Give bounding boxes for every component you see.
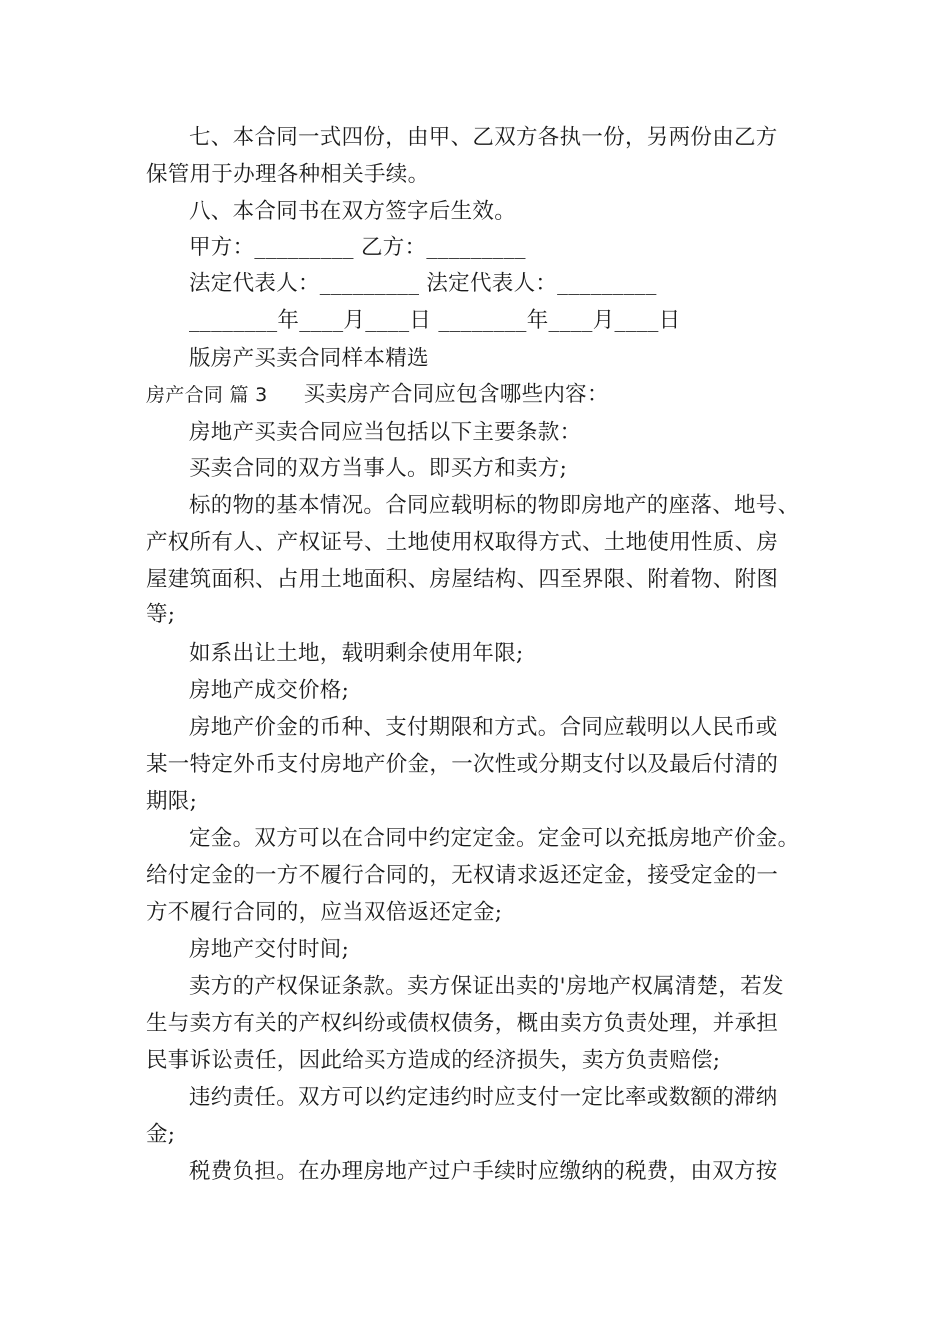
paragraph-line: 如系出让土地，载明剩余使用年限; <box>189 641 524 666</box>
paragraph-line: 定金。双方可以在合同中约定定金。定金可以充抵房地产价金。 <box>189 826 800 851</box>
paragraph-line: 等; <box>146 602 176 627</box>
paragraph-line: 保管用于办理各种相关手续。 <box>146 162 430 187</box>
paragraph-line: 税费负担。在办理房地产过户手续时应缴纳的税费，由双方按 <box>189 1159 778 1184</box>
paragraph-line: 生与卖方有关的产权纠纷或债权债务，概由卖方负责处理，并承担 <box>146 1011 779 1036</box>
paragraph-line: 房地产交付时间; <box>189 937 350 962</box>
paragraph-line: 卖方的产权保证条款。卖方保证出卖的'房地产权属清楚，若发 <box>189 974 784 999</box>
paragraph-line: 金; <box>146 1122 176 1147</box>
paragraph-line: 标的物的基本情况。合同应载明标的物即房地产的座落、地号、 <box>189 493 800 518</box>
section-heading: 房产合同 篇 3 <box>146 384 268 406</box>
signature-line-parties: 甲方：_________ 乙方：_________ <box>189 235 526 260</box>
section-title: 版房产买卖合同样本精选 <box>189 346 429 371</box>
paragraph-line: 房地产成交价格; <box>189 678 350 703</box>
paragraph-line: 房地产价金的币种、支付期限和方式。合同应载明以人民币或 <box>189 715 778 740</box>
section-heading-row <box>146 381 826 409</box>
paragraph-line: 买卖合同的双方当事人。即买方和卖方; <box>189 456 568 481</box>
section-intro: 买卖房产合同应包含哪些内容： <box>303 382 609 407</box>
paragraph-line: 给付定金的一方不履行合同的，无权请求返还定金，接受定金的一 <box>146 863 779 888</box>
paragraph-line: 违约责任。双方可以约定违约时应支付一定比率或数额的滞纳 <box>189 1085 778 1110</box>
paragraph-line: 民事诉讼责任，因此给买方造成的经济损失，卖方负责赔偿; <box>146 1048 721 1073</box>
signature-line-representatives: 法定代表人：_________ 法定代表人：_________ <box>189 271 657 296</box>
signature-line-dates: ________年____月____日 ________年____月____日 <box>189 308 681 333</box>
paragraph-line: 房地产买卖合同应当包括以下主要条款： <box>189 420 582 445</box>
paragraph-line: 屋建筑面积、占用土地面积、房屋结构、四至界限、附着物、附图 <box>146 567 779 592</box>
paragraph-line: 某一特定外币支付房地产价金，一次性或分期支付以及最后付清的 <box>146 752 779 777</box>
paragraph-line: 七、本合同一式四份，由甲、乙双方各执一份，另两份由乙方 <box>189 125 778 150</box>
paragraph-line: 八、本合同书在双方签字后生效。 <box>189 199 517 224</box>
paragraph-line: 方不履行合同的，应当双倍返还定金; <box>146 900 503 925</box>
paragraph-line: 期限; <box>146 789 198 814</box>
paragraph-line: 产权所有人、产权证号、土地使用权取得方式、土地使用性质、房 <box>146 530 779 555</box>
